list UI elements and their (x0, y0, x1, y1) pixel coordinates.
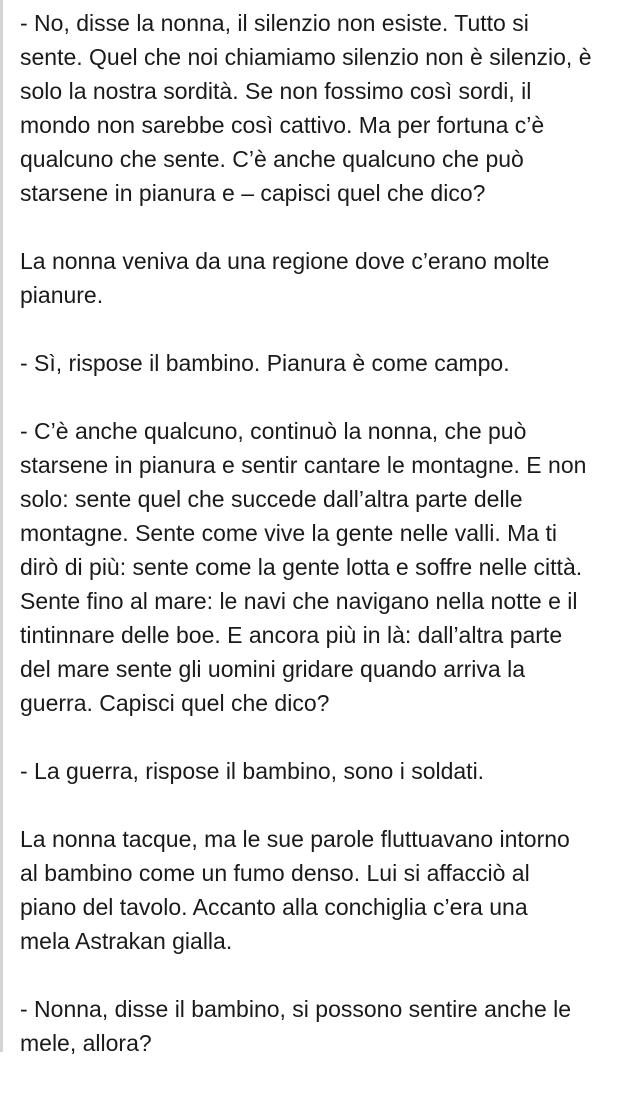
paragraph-grandmother-region: La nonna veniva da una regione dove c’erano molte pianure. (20, 248, 550, 308)
paragraph-hear-apples: - Nonna, disse il bambino, si possono sentire anche le mele, allora? (20, 996, 572, 1056)
paragraph-silence: - No, disse la nonna, il silenzio non esiste. Tutto si sente. Quel che noi chiamiamo silenzio non è silenzio, è solo la nostra sordità. Se non fossimo così sordi, il mondo non sarebbe così cattivo. Ma per fortuna c’è qualcuno che sente. C’è anche qualcuno che può starsene in pianura e – capisci quel che dico? (20, 10, 592, 206)
paragraph-mountains: - C’è anche qualcuno, continuò la nonna, che può starsene in pianura e sentir cantare le montagne. E non solo: sente quel che succede dall’altra parte delle montagne. Sente come vive la gente nelle valli. Ma ti dirò di più: sente come la gente lotta e soffre nelle città. Sente fino al mare: le navi che navigano nella notte e il tintinnare delle boe. E ancora più in là: dall’altra parte del mare sente gli uomini gridare quando arriva la guerra. Capisci quel che dico? (20, 418, 587, 716)
paragraph-war-soldiers: - La guerra, rispose il bambino, sono i soldati. (20, 758, 485, 784)
paragraph-smoke-apple: La nonna tacque, ma le sue parole fluttuavano intorno al bambino come un fumo denso. Lui si affacciò al piano del tavolo. Accanto alla conchiglia c’era una mela Astrakan gialla. (20, 826, 570, 954)
story-text (20, 6, 630, 1094)
paragraph-plain-field: - Sì, rispose il bambino. Pianura è come campo. (20, 350, 510, 376)
page-left-border (0, 0, 3, 1052)
